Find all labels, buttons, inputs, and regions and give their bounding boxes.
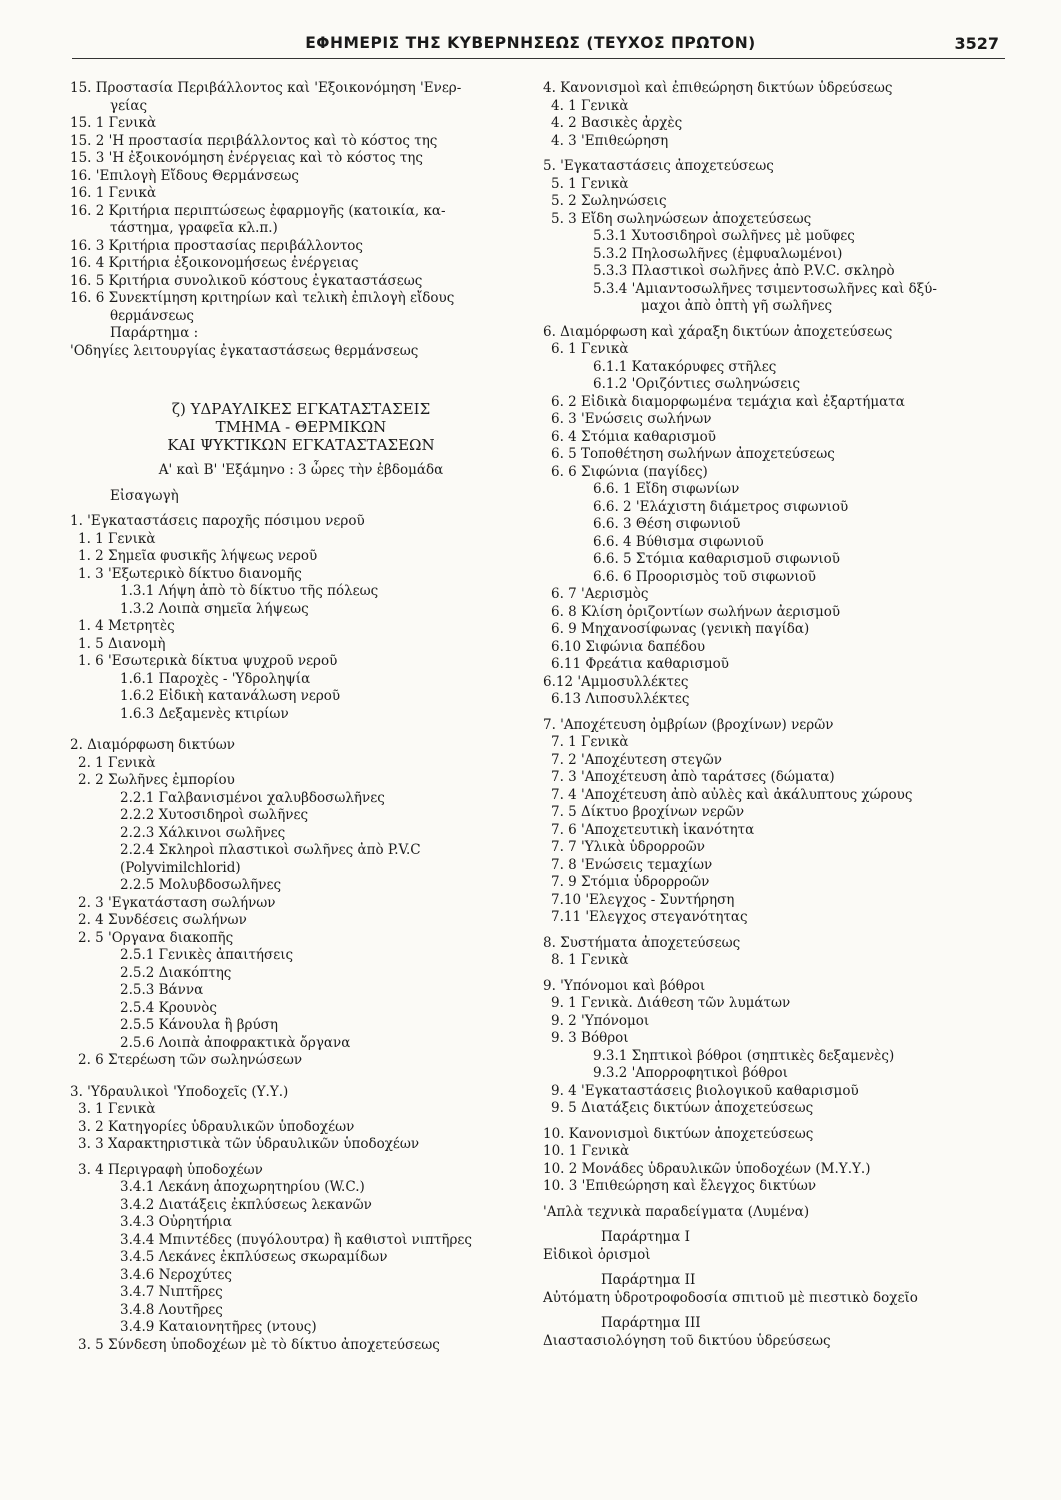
toc-line: 8. 1 Γενικὰ: [551, 952, 629, 968]
toc-line: 1. 2 Σημεῖα φυσικῆς λήψεως νεροῦ: [78, 548, 318, 564]
appendix-label: Παράρτημα Ι: [601, 1229, 690, 1245]
toc-line: 15. 1 Γενικὰ: [70, 115, 157, 131]
toc-line: 2. 4 Συνδέσεις σωλήνων: [78, 912, 247, 928]
toc-line: 6. 3 'Ενώσεις σωλήνων: [551, 411, 712, 427]
toc-line: θερμάνσεως: [110, 307, 194, 324]
toc-line: 6.11 Φρεάτια καθαρισμοῦ: [551, 656, 729, 672]
toc-line: 5. 3 Εἴδη σωληνώσεων ἀποχετεύσεως: [551, 210, 812, 227]
toc-line: 10. 1 Γενικὰ: [543, 1143, 630, 1159]
toc-line: 2.2.3 Χάλκινοι σωλῆνες: [120, 824, 286, 841]
toc-line: 2. 1 Γενικὰ: [78, 754, 156, 771]
appendix-label: Παράρτημα :: [110, 325, 199, 341]
section-heading: ζ) ΥΔΡΑΥΛΙΚΕΣ ΕΓΚΑΤΑΣΤΑΣΕΙΣ: [171, 400, 431, 418]
toc-line: 7.10 'Ελεγχος - Συντήρηση: [551, 891, 735, 908]
page-number: 3527: [954, 34, 999, 53]
toc-line: (Polyvimilchlorid): [120, 859, 241, 876]
toc-line: Αὐτόματη ὑδροτροφοδοσία σπιτιοῦ μὲ πιεστικὸ δοχεῖο: [543, 1289, 918, 1306]
toc-line: 5.3.1 Χυτοσιδηροὶ σωλῆνες μὲ μοῦφες: [593, 228, 855, 244]
toc-line: 5.3.3 Πλαστικοὶ σωλῆνες ἀπὸ P.V.C. σκληρὸ: [593, 263, 895, 279]
toc-line: 2.2.4 Σκληροὶ πλαστικοὶ σωλῆνες ἀπὸ P.V.C: [120, 842, 421, 858]
appendix-label: Παράρτημα ΙΙ: [601, 1272, 696, 1288]
toc-line: 3.4.4 Μπιντέδες (πυγόλουτρα) ἢ καθιστοὶ νιπτῆρες: [120, 1231, 472, 1248]
toc-line: 1. 1 Γενικὰ: [78, 530, 156, 547]
toc-line: 3.4.8 Λουτῆρες: [120, 1301, 223, 1318]
toc-line: 3.4.7 Νιπτῆρες: [120, 1284, 223, 1300]
toc-line: 3. 'Υδραυλικοὶ 'Υποδοχεῖς (Υ.Υ.): [70, 1083, 289, 1100]
toc-line: 4. 1 Γενικὰ: [551, 97, 629, 114]
schedule-note: Α' καὶ Β' 'Εξάμηνο : 3 ὧρες τὴν ἑβδομάδα: [158, 462, 444, 478]
toc-line: 3.4.5 Λεκάνες ἐκπλύσεως σκωραμίδων: [120, 1249, 388, 1265]
toc-line: 6.6. 4 Βύθισμα σιφωνιοῦ: [593, 533, 764, 550]
section-heading: ΚΑΙ ΨΥΚΤΙΚΩΝ ΕΓΚΑΤΑΣΤΑΣΕΩΝ: [167, 436, 435, 454]
toc-line: 3. 1 Γενικὰ: [78, 1101, 156, 1117]
page-header: [0, 34, 1061, 60]
toc-line: 6.13 Λιποσυλλέκτες: [551, 691, 690, 707]
toc-line: 16. 2 Κριτήρια περιπτώσεως ἐφαρμογῆς (κατοικία, κα-: [70, 202, 446, 219]
toc-line: 9. 'Υπόνομοι καὶ βόθροι: [543, 977, 706, 994]
toc-line: Διαστασιολόγηση τοῦ δικτύου ὑδρεύσεως: [543, 1332, 831, 1349]
toc-line: 5. 'Εγκαταστάσεις ἀποχετεύσεως: [543, 158, 774, 174]
section-heading: ΤΜΗΜΑ - ΘΕΡΜΙΚΩΝ: [215, 418, 387, 436]
toc-line: 2.5.4 Κρουνὸς: [120, 999, 217, 1016]
toc-line: μαχοι ἀπὸ ὀπτὴ γῆ σωλῆνες: [641, 298, 833, 314]
toc-line: 5.3.4 'Αμιαντοσωλῆνες τσιμεντοσωλῆνες καὶ δξύ-: [593, 280, 937, 297]
toc-line: 6. 4 Στόμια καθαρισμοῦ: [551, 428, 717, 445]
toc-line: 2. Διαμόρφωση δικτύων: [70, 737, 235, 753]
toc-line: 4. 2 Βασικὲς ἀρχὲς: [551, 115, 683, 131]
toc-line: 2.2.5 Μολυβδοσωλῆνες: [120, 877, 282, 893]
toc-line: 'Απλὰ τεχνικὰ παραδείγματα (Λυμένα): [543, 1203, 810, 1220]
toc-line: 9. 5 Διατάξεις δικτύων ἀποχετεύσεως: [551, 1100, 814, 1116]
toc-line: 5.3.2 Πηλοσωλῆνες (ἐμφυαλωμένοι): [593, 245, 843, 262]
toc-line: 3. 5 Σύνδεση ὑποδοχέων μὲ τὸ δίκτυο ἀποχετεύσεως: [78, 1336, 440, 1353]
toc-line: 3. 2 Κατηγορίες ὑδραυλικῶν ὑποδοχέων: [78, 1118, 355, 1135]
toc-line: 1.6.2 Εἰδικὴ κατανάλωση νεροῦ: [120, 688, 341, 704]
toc-line: 10. Κανονισμοὶ δικτύων ἀποχετεύσεως: [543, 1125, 814, 1142]
toc-line: 6.1.2 'Οριζόντιες σωληνώσεις: [593, 376, 801, 392]
toc-line: 6. 5 Τοποθέτηση σωλήνων ἀποχετεύσεως: [551, 446, 835, 462]
toc-line: 2. 2 Σωλῆνες ἐμπορίου: [78, 772, 235, 788]
toc-line: 8. Συστήματα ἀποχετεύσεως: [543, 934, 741, 951]
toc-line: 7. 6 'Αποχετευτικὴ ἱκανότητα: [551, 821, 755, 838]
toc-line: 15. Προστασία Περιβάλλοντος καὶ 'Εξοικονόμηση 'Ενερ-: [70, 80, 462, 96]
toc-line: 16. 5 Κριτήρια συνολικοῦ κόστους ἐγκαταστάσεως: [70, 272, 423, 289]
toc-line: 2. 5 'Οργανα διακοπῆς: [78, 929, 234, 946]
toc-line: τάστημα, γραφεῖα κλ.π.): [110, 220, 278, 236]
toc-line: 5. 2 Σωληνώσεις: [551, 193, 667, 209]
toc-line: 6.6. 3 Θέση σιφωνιοῦ: [593, 516, 741, 532]
toc-line: 1. 3 'Εξωτερικὸ δίκτυο διανομῆς: [78, 565, 302, 582]
toc-line: 1. 'Εγκαταστάσεις παροχῆς πόσιμου νεροῦ: [70, 513, 365, 529]
right-column: [543, 80, 1013, 1350]
toc-line: 6. 2 Εἰδικὰ διαμορφωμένα τεμάχια καὶ ἐξαρτήματα: [551, 393, 905, 410]
toc-line: 6.6. 2 'Ελάχιστη διάμετρος σιφωνιοῦ: [593, 498, 849, 515]
toc-line: 1. 6 'Εσωτερικὰ δίκτυα ψυχροῦ νεροῦ: [78, 653, 338, 669]
toc-line: 9. 2 'Υπόνομοι: [551, 1012, 650, 1029]
toc-line: 3.4.9 Καταιονητῆρες (ντους): [120, 1319, 317, 1335]
toc-line: 1.3.2 Λοιπὰ σημεῖα λήψεως: [120, 600, 309, 617]
toc-line: 1. 4 Μετρητὲς: [78, 618, 175, 634]
toc-line: 2.5.6 Λοιπὰ ἀποφρακτικὰ ὄργανα: [120, 1034, 351, 1051]
toc-line: 15. 2 'Η προστασία περιβάλλοντος καὶ τὸ κόστος της: [70, 132, 438, 149]
toc-line: 2. 3 'Εγκατάσταση σωλήνων: [78, 894, 276, 911]
toc-line: 7. 9 Στόμια ὑδρορροῶν: [551, 874, 710, 890]
toc-line: 7. 7 'Υλικὰ ὑδρορροῶν: [551, 839, 705, 855]
toc-line: 2.2.1 Γαλβανισμένοι χαλυβδοσωλῆνες: [120, 789, 385, 806]
toc-line: 6.6. 5 Στόμια καθαρισμοῦ σιφωνιοῦ: [593, 551, 840, 567]
toc-line: 7. 8 'Ενώσεις τεμαχίων: [551, 856, 713, 873]
toc-line: 1.6.3 Δεξαμενὲς κτιρίων: [120, 705, 289, 722]
toc-line: 2.5.5 Κάνουλα ἢ βρύση: [120, 1017, 278, 1033]
toc-line: 16. 4 Κριτήρια ἐξοικονομήσεως ἐνέργειας: [70, 255, 359, 271]
toc-line: 9.3.1 Σηπτικοὶ βόθροι (σηπτικὲς δεξαμενὲς): [593, 1047, 895, 1064]
running-title: ΕΦΗΜΕΡΙΣ ΤΗΣ ΚΥΒΕΡΝΗΣΕΩΣ (ΤΕΥΧΟΣ ΠΡΩΤΟΝ): [305, 34, 756, 52]
toc-line: 3. 3 Χαρακτηριστικὰ τῶν ὑδραυλικῶν ὑποδοχέων: [78, 1136, 420, 1152]
toc-line: 9. 3 Βόθροι: [551, 1030, 629, 1046]
toc-line: 3.4.1 Λεκάνη ἀποχωρητηρίου (W.C.): [120, 1179, 365, 1195]
toc-line: 6. 7 'Αερισμὸς: [551, 586, 649, 602]
toc-line: 6.6. 6 Προορισμὸς τοῦ σιφωνιοῦ: [593, 568, 816, 585]
toc-line: γείας: [110, 97, 148, 114]
toc-line: 4. 3 'Επιθεώρηση: [551, 132, 669, 149]
toc-line: 6. 1 Γενικὰ: [551, 341, 629, 357]
appendix-label: Παράρτημα ΙΙΙ: [601, 1315, 701, 1331]
toc-line: 2.5.3 Βάννα: [120, 982, 204, 998]
toc-line: 7. 3 'Αποχέτευση ἀπὸ ταράτσες (δώματα): [551, 769, 835, 785]
toc-line: Εἰσαγωγὴ: [110, 487, 179, 504]
toc-line: 6. 9 Μηχανοσίφωνας (γενικὴ παγίδα): [551, 621, 810, 637]
toc-line: 2.5.1 Γενικὲς ἀπαιτήσεις: [120, 947, 294, 963]
toc-line: 16. 1 Γενικὰ: [70, 185, 157, 201]
toc-line: 4. Κανονισμοὶ καὶ ἐπιθεώρηση δικτύων ὑδρεύσεως: [543, 80, 893, 96]
toc-line: 7.11 'Ελεγχος στεγανότητας: [551, 909, 748, 925]
toc-line: 1. 5 Διανομὴ: [78, 635, 166, 652]
toc-line: 1.6.1 Παροχὲς - 'Υδροληψία: [120, 670, 311, 687]
toc-line: 7. 1 Γενικὰ: [551, 734, 629, 750]
toc-line: 3.4.6 Νεροχύτες: [120, 1266, 232, 1283]
toc-line: 16. 6 Συνεκτίμηση κριτηρίων καὶ τελικὴ ἐπιλογὴ εἴδους: [70, 290, 455, 306]
toc-line: 7. 4 'Αποχέτευση ἀπὸ αὐλὲς καὶ ἀκάλυπτους χώρους: [551, 786, 913, 803]
toc-line: 7. 'Αποχέτευση ὀμβρίων (βροχίνων) νερῶν: [543, 716, 834, 733]
toc-line: 6.10 Σιφώνια δαπέδου: [551, 638, 706, 655]
toc-line: 1.3.1 Λήψη ἀπὸ τὸ δίκτυο τῆς πόλεως: [120, 583, 379, 599]
toc-line: 'Οδηγίες λειτουργίας ἐγκαταστάσεως θερμάνσεως: [70, 342, 419, 359]
toc-line: 2. 6 Στερέωση τῶν σωληνώσεων: [78, 1052, 303, 1068]
toc-line: 3.4.2 Διατάξεις ἐκπλύσεως λεκανῶν: [120, 1196, 372, 1213]
toc-line: 6.6. 1 Εἴδη σιφωνίων: [593, 481, 740, 497]
left-column: [70, 80, 532, 1354]
toc-line: 6.1.1 Κατακόρυφες στῆλες: [593, 358, 777, 375]
toc-line: 6. 8 Κλίση ὁριζοντίων σωλήνων ἀερισμοῦ: [551, 603, 841, 620]
toc-line: 10. 2 Μονάδες ὑδραυλικῶν ὑποδοχέων (Μ.Υ.Υ.): [543, 1160, 871, 1177]
toc-line: 9. 1 Γενικὰ. Διάθεση τῶν λυμάτων: [551, 995, 791, 1011]
toc-line: 6. 6 Σιφώνια (παγίδες): [551, 463, 708, 480]
toc-line: 3.4.3 Οὐρητήρια: [120, 1214, 232, 1230]
header-rule: [72, 58, 1005, 59]
toc-line: 7. 2 'Αποχέυτεση στεγῶν: [551, 751, 722, 768]
toc-line: 6. Διαμόρφωση καὶ χάραξη δικτύων ἀποχετεύσεως: [543, 323, 893, 340]
toc-line: Εἰδικοὶ ὁρισμοὶ: [543, 1246, 651, 1263]
toc-line: 6.12 'Αμμοσυλλέκτες: [543, 673, 689, 690]
toc-line: 5. 1 Γενικὰ: [551, 175, 629, 192]
toc-line: 16. 'Επιλογὴ Εἴδους Θερμάνσεως: [70, 167, 299, 184]
toc-line: 10. 3 'Επιθεώρηση καὶ ἔλεγχος δικτύων: [543, 1178, 817, 1194]
toc-line: 16. 3 Κριτήρια προστασίας περιβάλλοντος: [70, 237, 363, 254]
toc-line: 2.5.2 Διακόπτης: [120, 964, 232, 981]
toc-line: 9.3.2 'Απορροφητικοὶ βόθροι: [593, 1065, 788, 1081]
toc-line: 7. 5 Δίκτυο βροχίνων νερῶν: [551, 804, 745, 820]
toc-line: 9. 4 'Εγκαταστάσεις βιολογικοῦ καθαρισμοῦ: [551, 1082, 859, 1099]
toc-line: 2.2.2 Χυτοσιδηροὶ σωλῆνες: [120, 807, 309, 823]
toc-line: 3. 4 Περιγραφὴ ὑποδοχέων: [78, 1161, 263, 1178]
toc-line: 15. 3 'Η ἐξοικονόμηση ἐνέργειας καὶ τὸ κόστος της: [70, 150, 423, 166]
